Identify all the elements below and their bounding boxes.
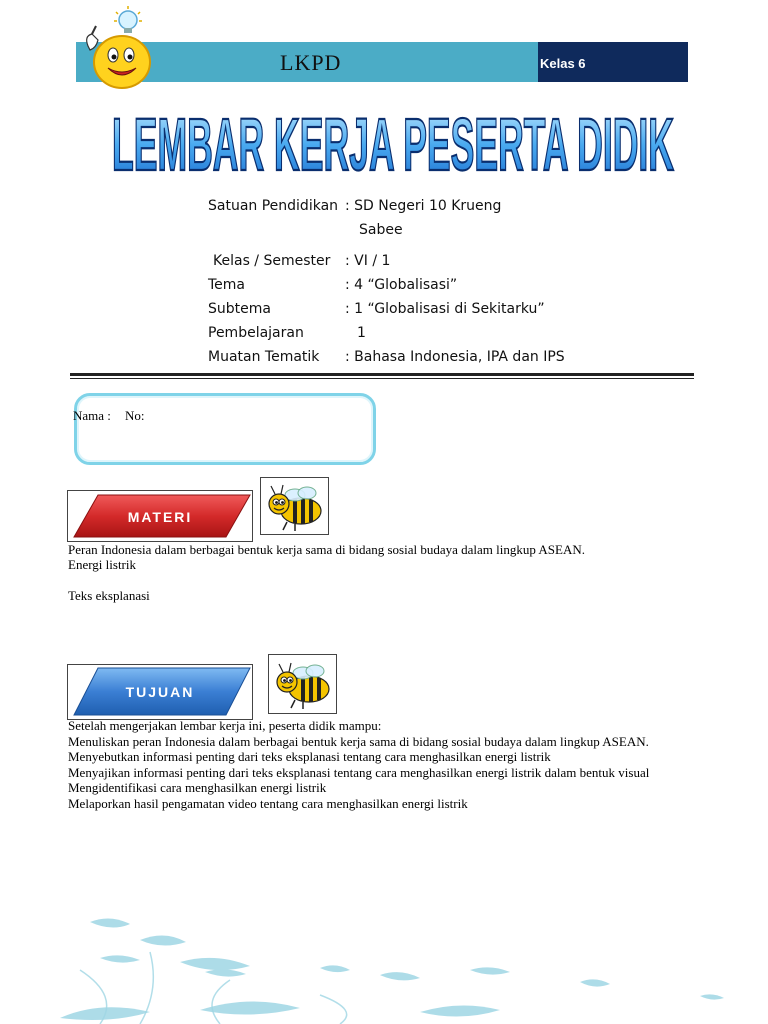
big-title [108, 96, 678, 188]
materi-line: Energi listrik [68, 557, 137, 572]
big-title-text: LEMBAR KERJA PESERTA DIDIK [112, 103, 674, 186]
identity-value: : 1 “Globalisasi di Sekitarku” [345, 301, 545, 317]
identity-label: Pembelajaran [208, 325, 304, 341]
tujuan-banner [68, 665, 252, 719]
separator-line [70, 378, 694, 379]
tujuan-line: Menuliskan peran Indonesia dalam berbagai bentuk kerja sama di bidang sosial budaya dalam lingkup ASEAN. [68, 734, 649, 749]
identity-value: : Bahasa Indonesia, IPA dan IPS [345, 349, 565, 365]
materi-banner-label: MATERI [127, 509, 193, 525]
tujuan-line: Mengidentifikasi cara menghasilkan energi listrik [68, 780, 327, 795]
tujuan-line: Setelah mengerjakan lembar kerja ini, peserta didik mampu: [68, 718, 382, 733]
materi-line: Peran Indonesia dalam berbagai bentuk kerja sama di bidang sosial budaya dalam lingkup ASEAN. [68, 542, 585, 557]
header-title: LKPD [280, 50, 342, 75]
tujuan-banner-label: TUJUAN [125, 684, 195, 700]
bee-frame [268, 654, 337, 714]
identity-label: Kelas / Semester [213, 253, 331, 269]
identity-label: Tema [208, 277, 246, 293]
materi-line: Teks eksplanasi [68, 588, 150, 603]
bee-icon [269, 655, 336, 713]
identity-value: 1 [357, 325, 366, 341]
flower-decoration [0, 900, 768, 1024]
tujuan-line: Menyebutkan informasi penting dari teks eksplanasi tentang cara menghasilkan energi listrik [68, 749, 551, 764]
materi-banner [68, 491, 252, 541]
name-box[interactable] [74, 393, 376, 465]
number-label: No: [125, 408, 145, 423]
separator-line [70, 373, 694, 376]
name-label: Nama : [73, 408, 111, 423]
bee-frame [260, 477, 329, 535]
tujuan-line: Melaporkan hasil pengamatan video tentang cara menghasilkan energi listrik [68, 796, 468, 811]
identity-value: : VI / 1 [345, 253, 391, 269]
identity-value: : 4 “Globalisasi” [345, 277, 458, 293]
identity-label: Satuan Pendidikan [208, 198, 339, 214]
identity-value: Sabee [359, 222, 403, 238]
tujuan-banner-frame [67, 664, 253, 720]
bee-icon [261, 478, 328, 534]
sun-lightbulb-mascot-icon [80, 6, 160, 90]
identity-value: : SD Negeri 10 Krueng [345, 198, 502, 214]
header-class-label: Kelas 6 [540, 56, 586, 71]
tujuan-line: Menyajikan informasi penting dari teks eksplanasi tentang cara menghasilkan energi listrik dalam bentuk visual [68, 765, 650, 780]
materi-banner-frame [67, 490, 253, 542]
identity-label: Subtema [208, 301, 271, 317]
identity-label: Muatan Tematik [208, 349, 320, 365]
